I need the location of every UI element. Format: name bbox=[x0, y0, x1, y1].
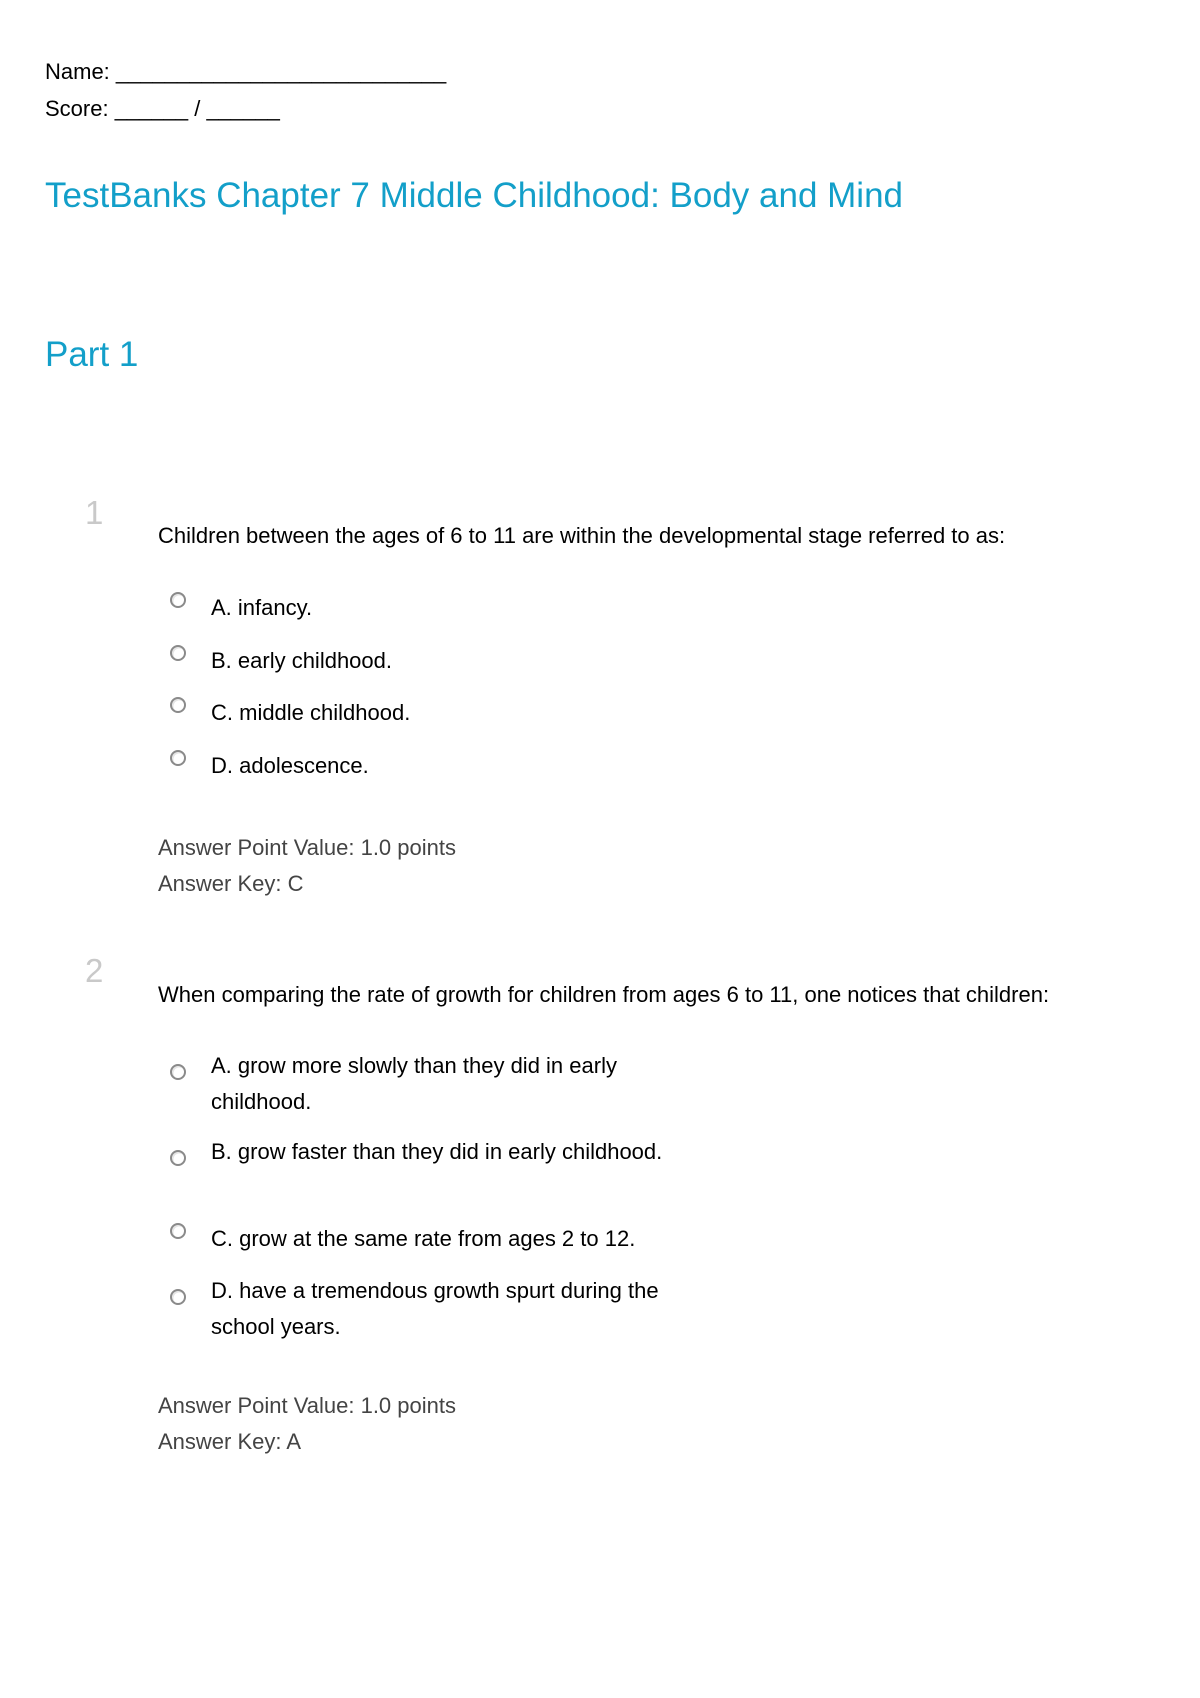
radio-button-icon[interactable] bbox=[170, 697, 186, 713]
radio-button-icon[interactable] bbox=[170, 1064, 186, 1080]
answer-key: Answer Key: C bbox=[158, 871, 304, 896]
choice-label: A. infancy. bbox=[211, 595, 313, 620]
name-field-line: Name: ___________________________ bbox=[45, 59, 447, 84]
choice-label: B. grow faster than they did in early childhood. bbox=[211, 1139, 663, 1164]
document-title: TestBanks Chapter 7 Middle Childhood: Body and Mind bbox=[45, 176, 903, 215]
question-text: When comparing the rate of growth for children from ages 6 to 11, one notices that children: bbox=[158, 982, 1050, 1007]
choice-label: A. grow more slowly than they did in early childhood. bbox=[211, 1053, 617, 1114]
part-heading: Part 1 bbox=[45, 335, 139, 374]
answer-point-value: Answer Point Value: 1.0 points bbox=[158, 1393, 456, 1418]
question-text: Children between the ages of 6 to 11 are within the developmental stage referred to as: bbox=[158, 523, 1006, 548]
radio-button-icon[interactable] bbox=[170, 645, 186, 661]
choice-label: C. middle childhood. bbox=[211, 700, 411, 725]
radio-button-icon[interactable] bbox=[170, 1289, 186, 1305]
choice-label: B. early childhood. bbox=[211, 648, 392, 673]
question-number: 2 bbox=[85, 952, 104, 989]
radio-button-icon[interactable] bbox=[170, 1150, 186, 1166]
score-field-line: Score: ______ / ______ bbox=[45, 96, 280, 121]
radio-button-icon[interactable] bbox=[170, 1223, 186, 1239]
radio-button-icon[interactable] bbox=[170, 750, 186, 766]
answer-key: Answer Key: A bbox=[158, 1429, 302, 1454]
question-number: 1 bbox=[85, 494, 104, 531]
radio-button-icon[interactable] bbox=[170, 592, 186, 608]
choice-label: D. adolescence. bbox=[211, 753, 369, 778]
answer-point-value: Answer Point Value: 1.0 points bbox=[158, 835, 456, 860]
choice-label: D. have a tremendous growth spurt during the school years. bbox=[211, 1278, 659, 1339]
choice-label: C. grow at the same rate from ages 2 to 12. bbox=[211, 1226, 636, 1251]
